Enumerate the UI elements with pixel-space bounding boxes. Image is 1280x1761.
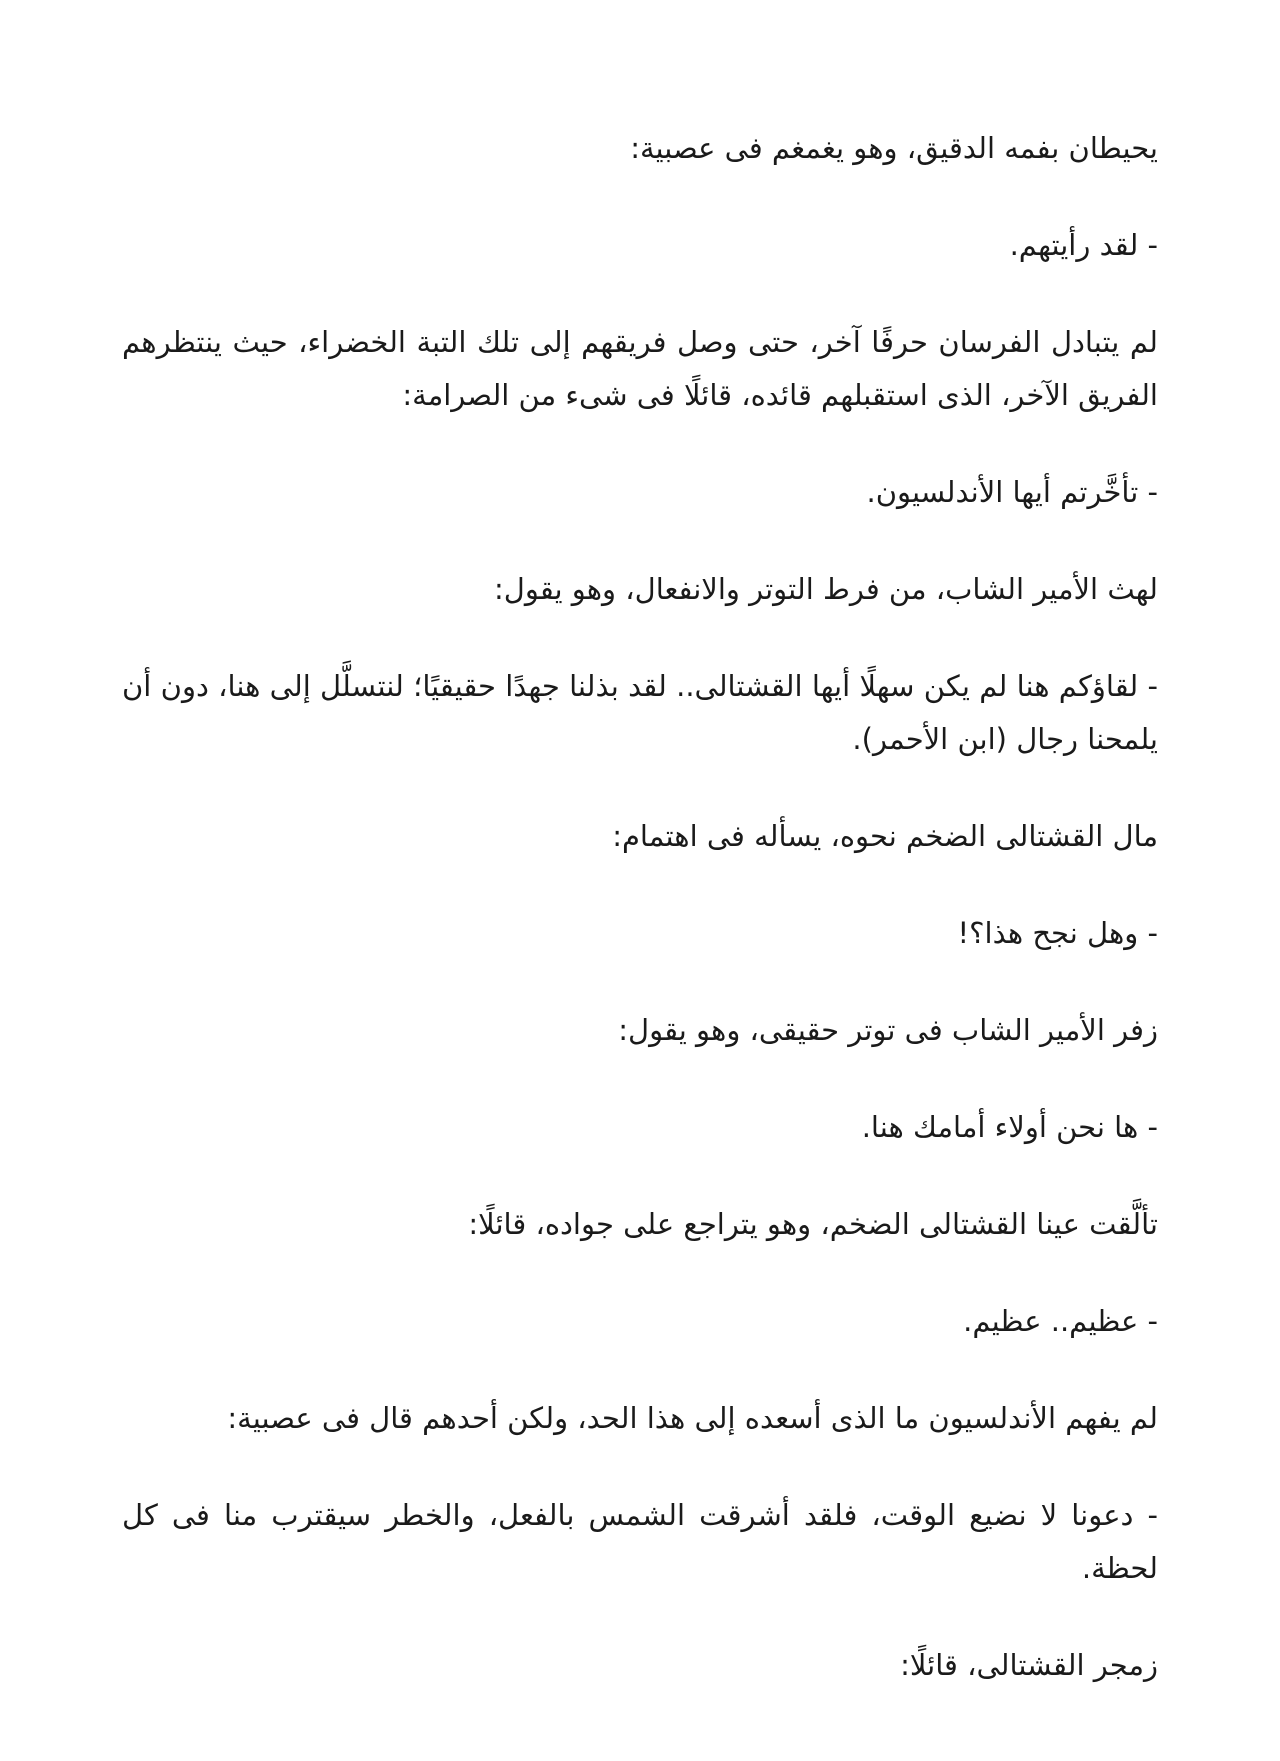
paragraph: - ها نحن أولاء أمامك هنا. [861,1110,1158,1144]
paragraph: تألَّقت عينا القشتالى الضخم، وهو يتراجع على جواده، قائلًا: [468,1207,1158,1241]
paragraph: زمجر القشتالى، قائلًا: [900,1648,1158,1682]
paragraph: لم يفهم الأندلسيون ما الذى أسعده إلى هذا الحد، ولكن أحدهم قال فى عصبية: [227,1401,1158,1435]
paragraph: - دعونا لا نضيع الوقت، فلقد أشرقت الشمس بالفعل، والخطر سيقترب منا فى كل لحظة. [122,1498,1158,1585]
paragraph: يحيطان بفمه الدقيق، وهو يغمغم فى عصبية: [630,131,1158,165]
body-text [122,122,1158,1692]
paragraph: لم يتبادل الفرسان حرفًا آخر، حتى وصل فريقهم إلى تلك التبة الخضراء، حيث ينتظرهم الفريق الآخر، الذى استقبلهم قائده، قائلًا فى شىء من الصرامة: [122,325,1158,412]
paragraph: - تأخَّرتم أيها الأندلسيون. [866,475,1158,509]
paragraph: مال القشتالى الضخم نحوه، يسأله فى اهتمام: [612,819,1158,853]
paragraph: - لقاؤكم هنا لم يكن سهلًا أيها القشتالى.. لقد بذلنا جهدًا حقيقيًا؛ لنتسلَّل إلى هنا، دون أن يلمحنا رجال (ابن الأحمر). [122,669,1158,756]
paragraph: لهث الأمير الشاب، من فرط التوتر والانفعال، وهو يقول: [494,572,1158,606]
paragraph: - عظيم.. عظيم. [963,1304,1158,1338]
paragraph: - لقد رأيتهم. [1009,228,1158,262]
paragraph: - وهل نجح هذا؟! [957,916,1158,950]
paragraph: زفر الأمير الشاب فى توتر حقيقى، وهو يقول: [618,1013,1158,1047]
